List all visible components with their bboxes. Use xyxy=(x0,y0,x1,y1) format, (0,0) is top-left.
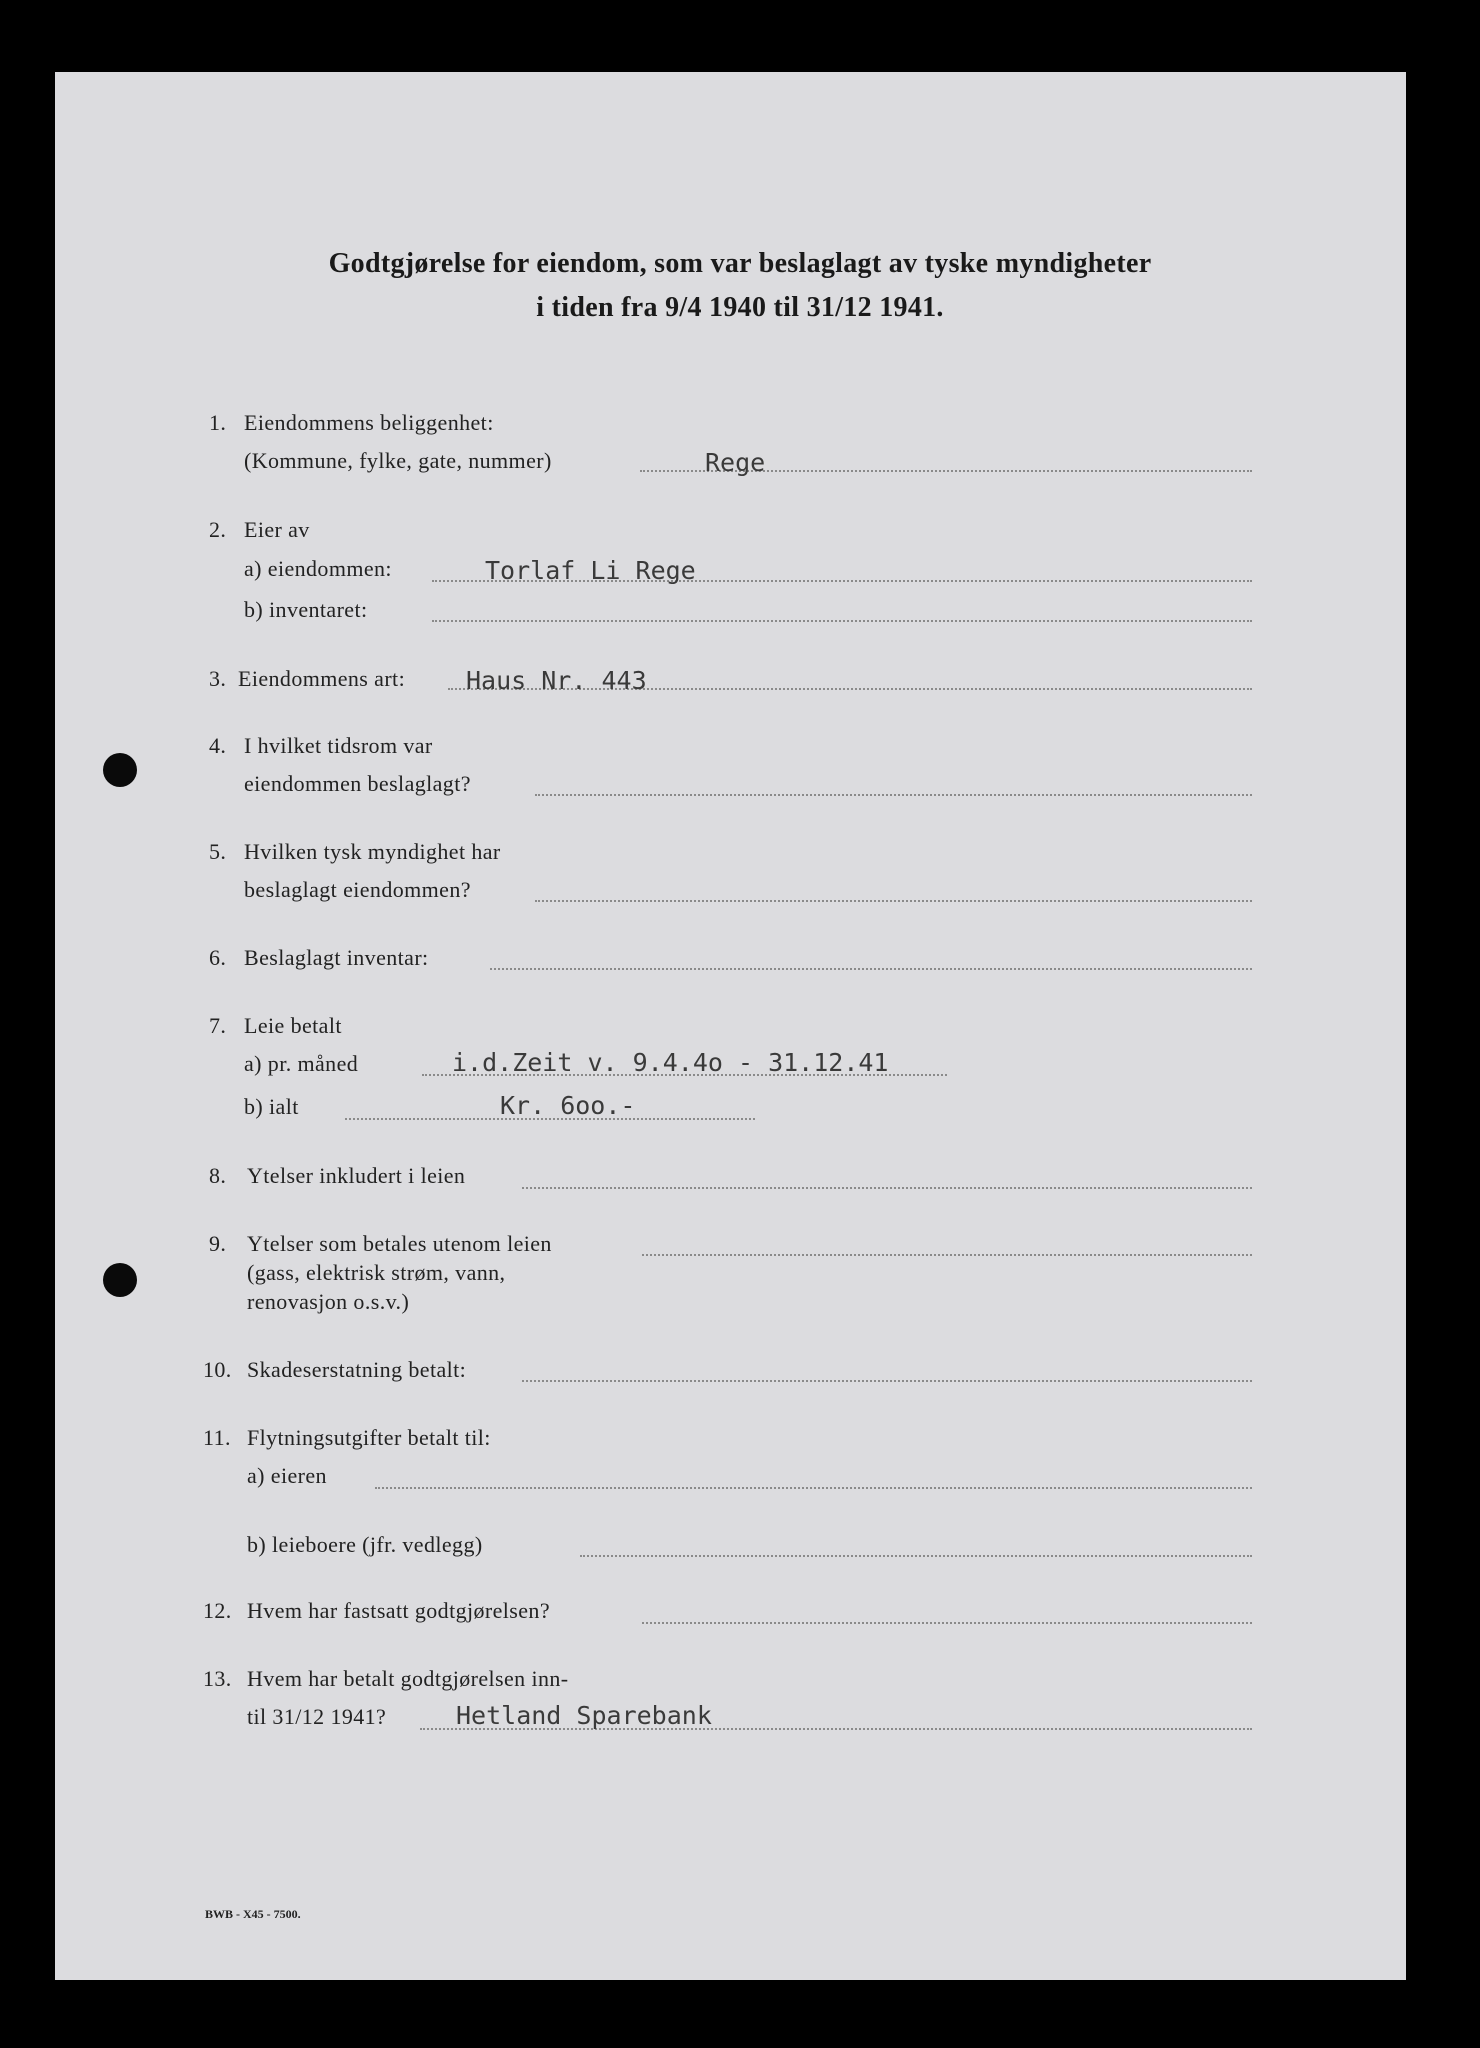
q8-label: Ytelser inkludert i leien xyxy=(247,1163,466,1188)
q9-answer-line xyxy=(642,1254,1252,1256)
q5-answer-line xyxy=(535,900,1252,902)
q13-label: Hvem har betalt godtgjørelsen inn- xyxy=(247,1666,569,1691)
q11b-label: b) leieboere (jfr. vedlegg) xyxy=(247,1532,483,1557)
q6-answer-line xyxy=(490,968,1252,970)
q10-number: 10. xyxy=(203,1357,232,1382)
q3-label: Eiendommens art: xyxy=(238,666,406,691)
q11a-answer-line xyxy=(375,1487,1252,1489)
q11b-answer-line xyxy=(580,1555,1252,1557)
form-title-line1: Godtgjørelse for eiendom, som var beslaglagt av tyske myndigheter xyxy=(328,248,1152,279)
q6-label: Beslaglagt inventar: xyxy=(244,945,429,970)
q9-label: Ytelser som betales utenom leien xyxy=(247,1231,552,1256)
punch-hole-bottom xyxy=(103,1263,137,1297)
q4-label: I hvilket tidsrom var xyxy=(244,733,433,758)
q13-answer: Hetland Sparebank xyxy=(456,1701,712,1730)
q2b-answer-line xyxy=(432,620,1252,622)
q7b-label: b) ialt xyxy=(244,1094,299,1119)
q1-label: Eiendommens beliggenhet: xyxy=(244,410,494,435)
q7-number: 7. xyxy=(209,1013,227,1038)
q13-sublabel: til 31/12 1941? xyxy=(247,1704,387,1729)
q11-label: Flytningsutgifter betalt til: xyxy=(247,1425,491,1450)
q2a-label: a) eiendommen: xyxy=(244,556,392,581)
q12-number: 12. xyxy=(203,1598,232,1623)
print-code: BWB - X45 - 7500. xyxy=(205,1907,301,1921)
q2a-answer: Torlaf Li Rege xyxy=(485,556,696,585)
q2b-label: b) inventaret: xyxy=(244,597,368,622)
q1-number: 1. xyxy=(209,410,227,435)
q9-sublabel-2: renovasjon o.s.v.) xyxy=(247,1289,410,1314)
q4-number: 4. xyxy=(209,733,227,758)
q10-label: Skadeserstatning betalt: xyxy=(247,1357,467,1382)
q11a-label: a) eieren xyxy=(247,1463,327,1488)
q8-answer-line xyxy=(522,1187,1252,1189)
form-title-line2: i tiden fra 9/4 1940 til 31/12 1941. xyxy=(536,292,944,323)
q13-number: 13. xyxy=(203,1666,232,1691)
q5-label: Hvilken tysk myndighet har xyxy=(244,839,501,864)
q11-number: 11. xyxy=(203,1425,231,1450)
q7a-answer: i.d.Zeit v. 9.4.4o - 31.12.41 xyxy=(452,1048,889,1077)
q10-answer-line xyxy=(522,1380,1252,1382)
q3-answer: Haus Nr. 443 xyxy=(466,666,647,695)
q12-answer-line xyxy=(642,1622,1252,1624)
q3-number: 3. xyxy=(209,666,227,691)
q1-sublabel: (Kommune, fylke, gate, nummer) xyxy=(244,448,552,473)
q8-number: 8. xyxy=(209,1163,227,1188)
q4-answer-line xyxy=(535,794,1252,796)
q9-sublabel-1: (gass, elektrisk strøm, vann, xyxy=(247,1260,506,1285)
q5-number: 5. xyxy=(209,839,227,864)
q1-answer: Rege xyxy=(705,448,766,477)
q4-sublabel: eiendommen beslaglagt? xyxy=(244,771,471,796)
q7-label: Leie betalt xyxy=(244,1013,342,1038)
q12-label: Hvem har fastsatt godtgjørelsen? xyxy=(247,1598,550,1623)
q5-sublabel: beslaglagt eiendommen? xyxy=(244,877,471,902)
q7b-answer: Kr. 6oo.- xyxy=(500,1091,636,1120)
q2-number: 2. xyxy=(209,517,227,542)
q7a-label: a) pr. måned xyxy=(244,1051,359,1076)
q6-number: 6. xyxy=(209,945,227,970)
punch-hole-top xyxy=(103,753,137,787)
q9-number: 9. xyxy=(209,1231,227,1256)
q2-label: Eier av xyxy=(244,517,310,542)
